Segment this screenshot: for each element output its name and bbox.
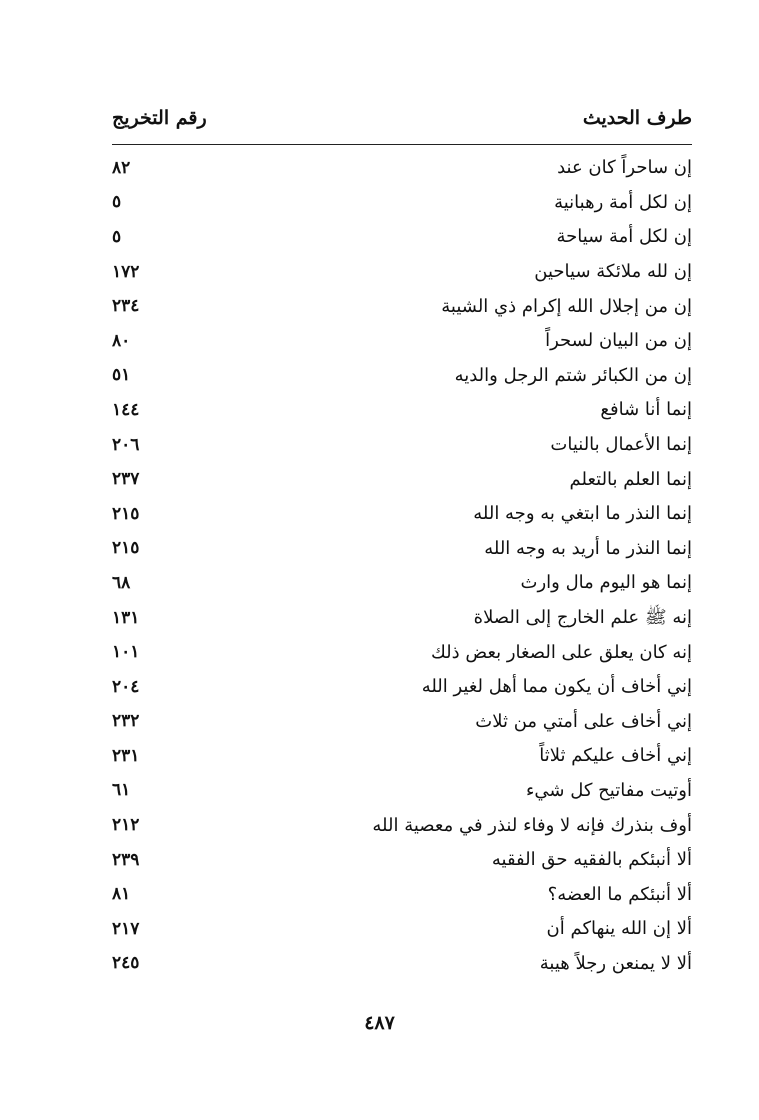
hadith-start-text: إني أخاف على أمتي من ثلاث bbox=[475, 710, 692, 732]
header-divider bbox=[112, 144, 692, 145]
hadith-start-text: أوتيت مفاتيح كل شيء bbox=[525, 779, 692, 801]
takhrij-number: ٢٣٩ bbox=[112, 849, 140, 870]
index-row bbox=[112, 393, 692, 428]
takhrij-number: ٢٣١ bbox=[112, 745, 140, 766]
index-row bbox=[112, 255, 692, 290]
index-row bbox=[112, 462, 692, 497]
takhrij-number: ٢٣٧ bbox=[112, 469, 140, 490]
hadith-start-text: ألا أنبئكم ما العضه؟ bbox=[547, 883, 692, 905]
index-row bbox=[112, 843, 692, 878]
takhrij-number: ٨٠ bbox=[112, 330, 131, 351]
index-row bbox=[112, 220, 692, 255]
index-row bbox=[112, 877, 692, 912]
hadith-start-text: إن لله ملائكة سياحين bbox=[534, 261, 692, 283]
takhrij-number-column-header: رقم التخريج bbox=[112, 107, 207, 129]
index-row bbox=[112, 497, 692, 532]
takhrij-number: ١٧٢ bbox=[112, 261, 140, 282]
takhrij-number: ٦١ bbox=[112, 780, 131, 801]
index-row bbox=[112, 151, 692, 186]
hadith-start-text: أوف بنذرك فإنه لا وفاء لنذر في معصية الله bbox=[372, 814, 692, 836]
takhrij-number: ٢٠٦ bbox=[112, 434, 140, 455]
takhrij-number: ٢٣٢ bbox=[112, 711, 140, 732]
takhrij-number: ٥١ bbox=[112, 365, 131, 386]
table-header bbox=[112, 100, 692, 136]
hadith-start-text: إنما الأعمال بالنيات bbox=[550, 434, 692, 456]
takhrij-number: ٢١٥ bbox=[112, 503, 140, 524]
index-row bbox=[112, 808, 692, 843]
index-row bbox=[112, 601, 692, 636]
index-row bbox=[112, 635, 692, 670]
hadith-start-column-header: طرف الحديث bbox=[582, 107, 692, 129]
takhrij-number: ٢٣٤ bbox=[112, 296, 140, 317]
hadith-start-text: إنما هو اليوم مال وارث bbox=[520, 572, 692, 594]
index-row bbox=[112, 359, 692, 394]
index-row bbox=[112, 566, 692, 601]
hadith-start-text: إنما العلم بالتعلم bbox=[569, 468, 692, 490]
hadith-start-text: إنه كان يعلق على الصغار بعض ذلك bbox=[431, 641, 692, 663]
hadith-start-text: ألا لا يمنعن رجلاً هيبة bbox=[539, 952, 692, 974]
index-row bbox=[112, 428, 692, 463]
takhrij-number: ٨٢ bbox=[112, 157, 131, 178]
index-row bbox=[112, 289, 692, 324]
hadith-start-text: إن من البيان لسحراً bbox=[545, 330, 692, 352]
hadith-start-text: ألا إن الله ينهاكم أن bbox=[546, 918, 692, 940]
hadith-start-text: إن لكل أمة رهبانية bbox=[554, 191, 692, 213]
index-list bbox=[112, 151, 692, 981]
hadith-start-text: إنما النذر ما ابتغي به وجه الله bbox=[473, 503, 692, 525]
takhrij-number: ٥ bbox=[112, 226, 122, 247]
hadith-start-text: إني أخاف أن يكون مما أهل لغير الله bbox=[421, 676, 692, 698]
takhrij-number: ٨١ bbox=[112, 884, 131, 905]
hadith-start-text: إني أخاف عليكم ثلاثاً bbox=[539, 745, 692, 767]
takhrij-number: ٢٤٥ bbox=[112, 953, 140, 974]
index-row bbox=[112, 705, 692, 740]
page-number: ٤٨٧ bbox=[364, 1012, 395, 1034]
hadith-start-text: إن ساحراً كان عند bbox=[557, 157, 692, 179]
index-row bbox=[112, 532, 692, 567]
takhrij-number: ٥ bbox=[112, 192, 122, 213]
index-row bbox=[112, 912, 692, 947]
hadith-start-text: ألا أنبئكم بالفقيه حق الفقيه bbox=[491, 849, 692, 871]
index-row bbox=[112, 947, 692, 982]
index-row bbox=[112, 670, 692, 705]
takhrij-number: ٢١٧ bbox=[112, 918, 140, 939]
index-row bbox=[112, 739, 692, 774]
hadith-start-text: إن لكل أمة سياحة bbox=[556, 226, 692, 248]
index-row bbox=[112, 324, 692, 359]
hadith-start-text: إنما النذر ما أريد به وجه الله bbox=[484, 537, 692, 559]
hadith-start-text: إنما أنا شافع bbox=[600, 399, 692, 421]
index-row bbox=[112, 186, 692, 221]
takhrij-number: ١٤٤ bbox=[112, 399, 140, 420]
takhrij-number: ١٣١ bbox=[112, 607, 140, 628]
hadith-start-text: إن من إجلال الله إكرام ذي الشيبة bbox=[441, 295, 692, 317]
takhrij-number: ٢٠٤ bbox=[112, 676, 140, 697]
takhrij-number: ٢١٥ bbox=[112, 538, 140, 559]
hadith-start-text: إن من الكبائر شتم الرجل والديه bbox=[454, 364, 692, 386]
hadith-start-text: إنه ﷺ علم الخارج إلى الصلاة bbox=[473, 607, 692, 629]
index-row bbox=[112, 774, 692, 809]
takhrij-number: ٢١٢ bbox=[112, 815, 140, 836]
takhrij-number: ٦٨ bbox=[112, 572, 131, 593]
takhrij-number: ١٠١ bbox=[112, 642, 140, 663]
